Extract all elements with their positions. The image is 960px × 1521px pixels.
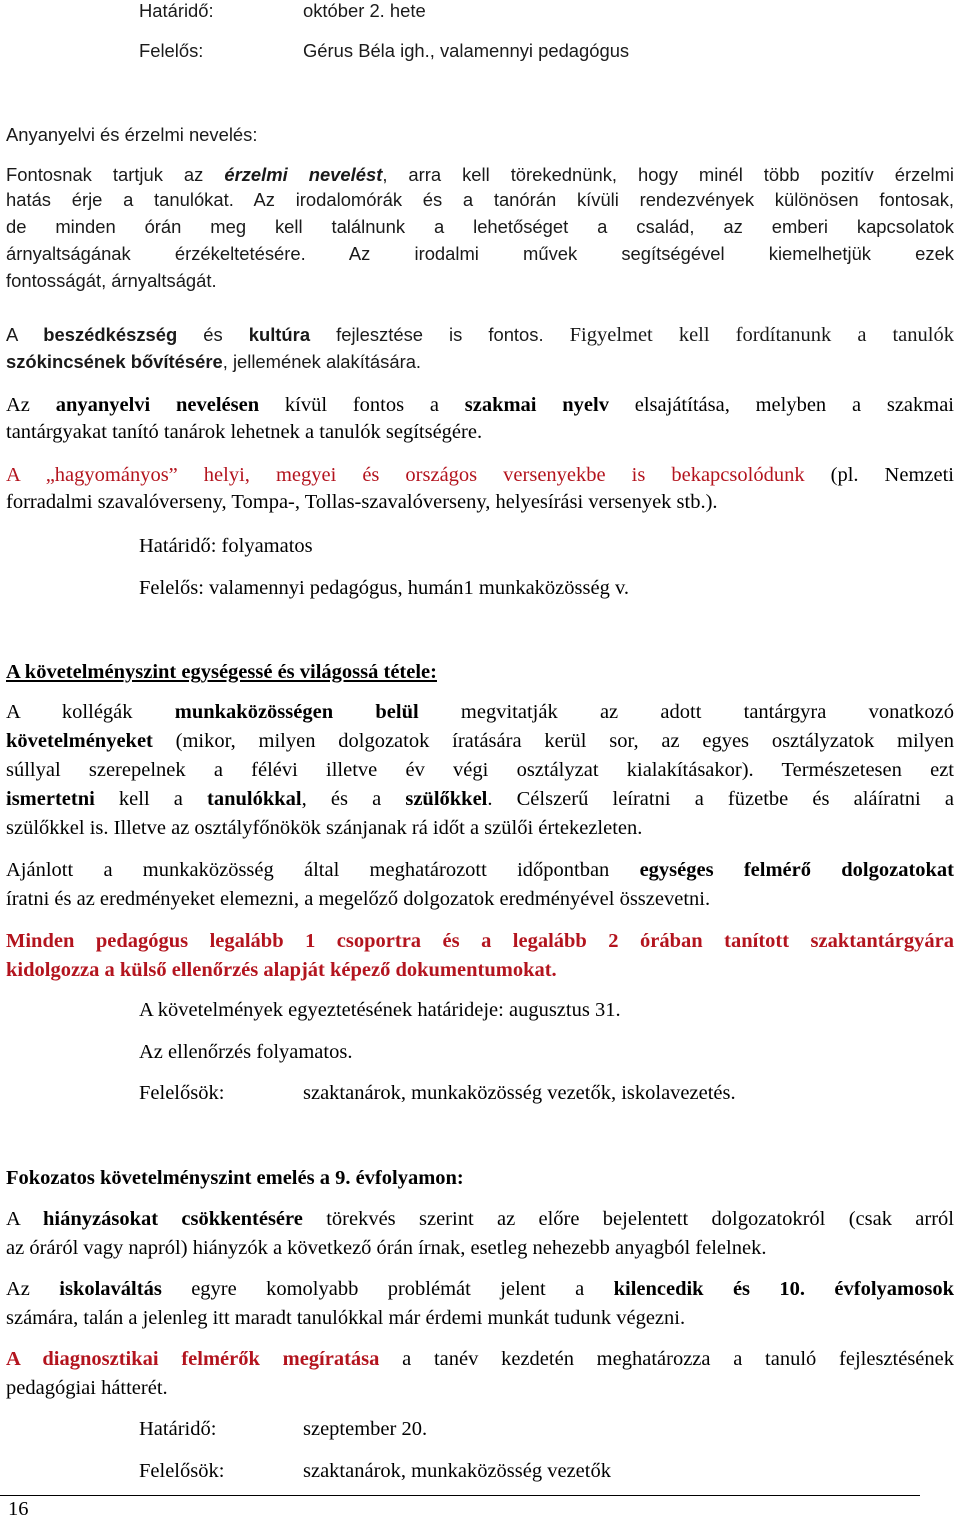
owners-label: Felelősök: [139,1082,225,1104]
paragraph: Ajánlott a munkaközösség által meghatározott időpontban egységes felmérő dolgozatokat íratni és az eredményeket elemezni, a megelőző dolgozatok eredményével összevetni. [6,859,954,910]
page-number: 16 [8,1498,29,1520]
deadline-value: szeptember 20. [303,1418,428,1440]
section-heading: Fokozatos követelményszint emelés a 9. évfolyamon: [6,1167,464,1189]
paragraph: A kollégák munkaközösségen belül megvitatják az adott tantárgyra vonatkozó követelményeket (mikor, milyen dolgozatok íratására kerül sor, az egyes osztályzatok milyen súllyal szerepelnek a félévi illetve év végi osztályzat kialakításakor). Természetesen ezt ismertetni kell a tanulókkal, és a szülőkkel. Célszerű leíratni a füzetbe és aláíratni a szülőkkel is. Illetve az osztályfőnökök szánjanak rá időt a szülői értekezleten. [6,701,955,839]
section-heading: A követelményszint egységessé és világossá tétele: [6,661,437,683]
footer-divider [0,1495,920,1496]
paragraph: Az iskolaváltás egyre komolyabb problémát jelent a kilencedik és 10. évfolyamosok számára, talán a jelenleg itt maradt tanulókkal már érdemi munkát tudunk végezni. [6,1278,954,1329]
owners-value: szaktanárok, munkaközösség vezetők, iskolavezetés. [303,1082,736,1104]
paragraph: Az anyanyelvi nevelésen kívül fontos a szakmai nyelv elsajátítása, melyben a szakmai tantárgyakat tanító tanárok lehetnek a tanulók segítségére. [6,394,955,443]
paragraph: A „hagyományos” helyi, megyei és országos versenyekbe is bekapcsolódunk (pl. Nemzeti forradalmi szavalóverseny, Tompa-, Tollas-szavalóverseny, helyesírási versenyek stb.). [6,464,954,513]
paragraph: A hiányzásokat csökkentésére törekvés szerint az előre bejelentett dolgozatokról (csak arról az óráról vagy napról) hiányzók a következő órán írnak, esetleg nehezebb anyagból felelnek. [6,1208,954,1259]
deadline-value-top: október 2. hete [303,0,426,21]
owners-label: Felelősök: [139,1460,225,1482]
owner-value-top: Gérus Béla igh., valamennyi pedagógus [303,40,630,61]
note-line: Az ellenőrzés folyamatos. [139,1041,353,1063]
section-heading: Anyanyelvi és érzelmi nevelés: [6,124,258,145]
deadline-line: Határidő: folyamatos [139,535,313,557]
deadline-label: Határidő: [139,1418,217,1440]
deadline-label-top: Határidő: [139,0,214,21]
note-line: A követelmények egyeztetésének határideje: augusztus 31. [139,999,621,1021]
paragraph: A diagnosztikai felmérők megíratása a tanév kezdetén meghatározza a tanuló fejlesztésének pedagógiai hátterét. [6,1348,954,1399]
owner-label-top: Felelős: [139,40,204,61]
paragraph: Fontosnak tartjuk az érzelmi nevelést, arra kell törekednünk, hogy minél több pozitív érzelmi hatás érje a tanulókat. Az irodalomórák és a tanórán kívüli rendezvények különösen fontosak, de minden órán meg kell találnunk a lehetőséget a család, az emberi kapcsolatok árnyaltságának érzékeltetésére. Az irodalmi művek segítségével kiemelhetjük ezek fontosságát, árnyaltságát. [6,164,955,291]
paragraph-highlight: Minden pedagógus legalább 1 csoportra és a legalább 2 órában tanított szaktantárgyára kidolgozza a külső ellenőrzés alapját képező dokumentumokat. [6,930,954,981]
owner-line: Felelős: valamennyi pedagógus, humán1 munkaközösség v. [139,577,630,599]
owners-value: szaktanárok, munkaközösség vezetők [303,1460,611,1482]
paragraph: A beszédkészség és kultúra fejlesztése is fontos. Figyelmet kell fordítanunk a tanulók szókincsének bővítésére, jellemének alakítására. [6,324,954,372]
